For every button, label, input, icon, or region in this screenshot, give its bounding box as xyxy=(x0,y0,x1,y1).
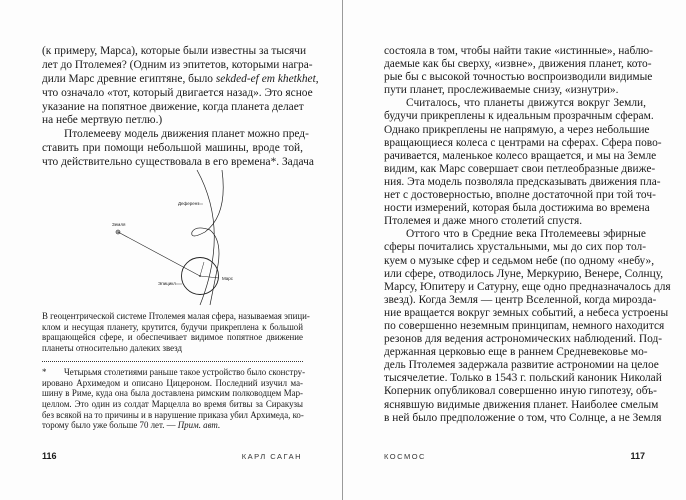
text-segment: планеты относительно далеких звезд xyxy=(42,343,183,354)
text-segment: на небе мертвую петлю.) xyxy=(42,114,163,127)
text-segment: Однако прикреплены не напрямую, а через небольшие xyxy=(384,123,650,136)
text-line xyxy=(384,319,665,333)
text-segment: вращающейся сфере, и обеспечивает видимое попятное движение xyxy=(42,332,303,343)
text-segment: держанная церковью еще в раннем Средневековье мо- xyxy=(384,346,648,359)
text-segment: нет с достоверностью, вполне достаточной при той точ- xyxy=(384,189,656,202)
paragraph xyxy=(384,97,662,228)
text-segment: пути планет, прослеживаемые снизу, «изнутри». xyxy=(384,84,619,97)
paragraph xyxy=(384,45,653,97)
footnote xyxy=(42,367,306,431)
text-line xyxy=(42,311,310,322)
text-line xyxy=(384,280,671,294)
text-line xyxy=(42,420,303,431)
text-line xyxy=(384,45,653,58)
text-line xyxy=(42,128,309,142)
text-segment: ности измерений, которая была достижима во времена xyxy=(384,202,650,215)
text-line xyxy=(384,215,646,228)
text-line xyxy=(384,123,650,137)
text-line xyxy=(384,71,653,84)
text-segment: куем о музыке сфер и седьмом небе (по одному «небу», xyxy=(384,254,655,267)
footnote-text xyxy=(42,367,306,431)
text-segment: дили Марс древние египтяне, было xyxy=(42,72,216,85)
text-line xyxy=(42,114,303,128)
text-line xyxy=(384,372,662,385)
text-line xyxy=(42,343,303,354)
text-line xyxy=(384,267,664,281)
paragraph xyxy=(384,228,671,424)
text-segment: без всякой на то причины и в нарушение приказа убил Архимеда, ко- xyxy=(42,409,304,420)
text-segment: клом и несущая планету, крутится, будучи прикреплена к большой xyxy=(42,321,303,332)
figure-caption xyxy=(42,311,310,354)
text-segment: будучи прикреплены к идеальным прозрачным сферам. xyxy=(384,110,654,123)
text-segment: звезд). Когда Земля — центр Вселенной, когда мирозда- xyxy=(384,293,657,306)
text-line xyxy=(384,149,657,163)
text-line xyxy=(42,410,303,421)
text-line xyxy=(384,228,646,241)
text-segment: вращающиеся колеса с центрами на сферах. Сфера пово- xyxy=(384,136,662,149)
text-line xyxy=(42,399,303,410)
text-segment: Коперник опубликовал совершенно иную гипотезу, объ- xyxy=(384,385,657,398)
text-line xyxy=(384,110,654,123)
text-line xyxy=(384,175,661,189)
epicycle-diagram xyxy=(100,165,250,305)
text-line xyxy=(42,388,303,399)
text-line xyxy=(384,189,656,202)
text-segment: Марсу, Юпитеру и Сатурну, еще одно предназначалось для xyxy=(384,280,671,293)
text-segment: резонов для ведения астрономических наблюдений. Под- xyxy=(384,333,663,346)
text-line xyxy=(384,359,659,372)
text-line xyxy=(42,86,313,101)
text-line xyxy=(384,398,659,412)
text-line xyxy=(42,367,306,378)
text-segment: состояла в том, чтобы найти такие «истинные», наблю- xyxy=(384,45,653,57)
text-line xyxy=(42,142,303,156)
text-segment: рые бы с высокой точностью воспроизводили видимые xyxy=(384,71,653,84)
radius-arrow xyxy=(200,262,204,276)
text-line xyxy=(384,136,662,150)
text-line xyxy=(42,101,303,115)
label-epicycle: Эпицикл xyxy=(158,281,176,286)
deferent-arc xyxy=(197,170,214,305)
text-line xyxy=(384,202,650,215)
italic-text: sekded-ef em khetkhet xyxy=(215,72,316,85)
text-line xyxy=(384,411,662,425)
text-line xyxy=(384,58,652,71)
left-page-body xyxy=(42,45,319,170)
running-head-title: КОСМОС xyxy=(384,452,426,461)
label-earth: Земля xyxy=(112,222,126,227)
text-line xyxy=(42,72,319,87)
text-segment: указание на попятное движение, когда планета делает xyxy=(42,100,304,113)
text-line xyxy=(384,254,655,268)
label-mars: Марс xyxy=(222,276,234,281)
text-segment: в ней было предположение о том, что Солнце, а не Земля xyxy=(384,411,662,424)
page-number-left: 116 xyxy=(42,451,57,461)
right-page-body xyxy=(384,45,671,425)
caption-text xyxy=(42,311,310,354)
text-line xyxy=(384,97,646,110)
text-segment: ировано Архимедом и описано Цицероном. Последний изучил ма- xyxy=(42,377,303,388)
text-line xyxy=(42,322,303,333)
epicycle-center-dot xyxy=(199,275,201,277)
paragraph xyxy=(42,45,319,128)
text-segment: сферы почитались хрустальными, мы до сих пор тол- xyxy=(384,241,646,254)
text-line xyxy=(384,385,657,398)
text-line xyxy=(384,162,656,176)
text-segment: по совершенно неземным принципам, немного находится xyxy=(384,319,665,332)
text-line xyxy=(384,293,657,307)
text-segment: целлом. Это один из солдат Марцелла во время битвы за Сиракузы xyxy=(42,399,303,410)
italic-text: Прим. авт. xyxy=(177,420,221,431)
text-segment: лет до Птолемея? (Одним из эпитетов, которыми награ- xyxy=(42,58,313,71)
text-segment: что действительно существовала в его времена*. Задача xyxy=(42,156,314,169)
text-segment: В геоцентрической системе Птолемея малая сфера, называемая эпици- xyxy=(42,311,310,321)
text-line xyxy=(384,84,646,97)
text-segment: дель Птолемея задержала развитие астрономии на целое xyxy=(384,359,659,372)
footnote-mark: * xyxy=(42,367,47,377)
text-line xyxy=(384,306,669,320)
label-deferent: Деферент xyxy=(178,201,200,206)
running-head-author: КАРЛ САГАН xyxy=(241,452,302,461)
text-segment: шину в Риме, куда она была доставлена римским полководцем Мар- xyxy=(42,388,303,399)
text-segment: Четырьмя столетиями раньше такое устройство было сконстру- xyxy=(64,367,306,377)
text-segment: (к примеру, Марса), которые были известны за тысячи xyxy=(42,45,307,57)
text-segment: видим, как Марс совершает свои петлеобразные движе- xyxy=(384,162,656,175)
text-segment: ния. Эта модель позволяла предсказывать движения пла- xyxy=(384,175,661,188)
mars-path-loop xyxy=(192,170,223,305)
text-segment: Считалось, что планеты движутся вокруг Земли, xyxy=(406,97,646,110)
text-line xyxy=(42,332,303,343)
text-segment: яснявшую видимые движения планет. Наиболее смелым xyxy=(384,398,659,411)
text-segment: , xyxy=(315,72,319,85)
text-segment: ставить при помощи небольшой машины, вроде той, xyxy=(42,142,303,155)
paragraph xyxy=(42,128,314,170)
footnote-divider xyxy=(42,361,303,362)
earth-to-center-line xyxy=(118,232,200,276)
text-segment: или сфере, отводилось Луне, Меркурию, Венере, Солнцу, xyxy=(384,267,664,280)
text-segment: что означало «тот, который двигается назад». Это ясное xyxy=(42,86,313,99)
text-segment: даемые как бы сверху, «извне», движения планет, кото- xyxy=(384,58,652,71)
text-segment: торому было уже больше 70 лет. — xyxy=(42,420,178,431)
text-segment: рачивается, маленькое колесо вращается, и мы на Земле xyxy=(384,149,657,162)
text-line xyxy=(384,333,663,346)
text-segment: Птолемееву модель движения планет можно пред- xyxy=(64,128,309,141)
page-number-right: 117 xyxy=(630,451,645,461)
text-line xyxy=(42,58,313,73)
text-segment: тысячелетие. Только в 1543 г. польский каноник Николай xyxy=(384,372,662,385)
text-line xyxy=(384,241,646,254)
text-segment: ние вращается вокруг земных событий, а небеса устроены xyxy=(384,306,669,319)
text-line xyxy=(42,45,307,59)
text-segment: Оттого что в Средние века Птолемеевы эфирные xyxy=(406,228,646,241)
text-segment: Птолемея и даже много столетий спустя. xyxy=(384,215,583,228)
text-line xyxy=(384,346,646,359)
text-line xyxy=(42,378,303,389)
